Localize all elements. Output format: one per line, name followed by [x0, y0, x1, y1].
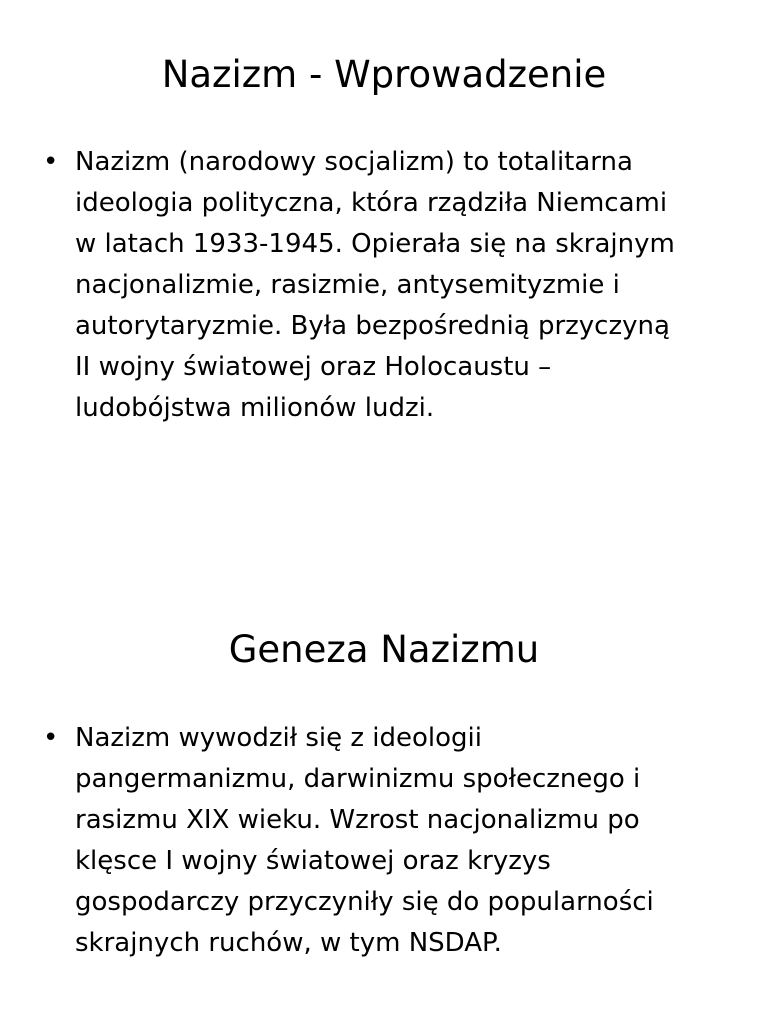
bullet-item	[40, 718, 740, 964]
bullet-text-line: rasizmu XIX wieku. Wzrost nacjonalizmu po	[75, 805, 640, 835]
slide-2	[0, 512, 768, 1024]
bullet-list	[40, 142, 740, 429]
bullet-text-line: II wojny światowej oraz Holocaustu –	[75, 352, 552, 382]
bullet-text-line: autorytaryzmie. Była bezpośrednią przyczyną	[75, 311, 670, 341]
bullet-text-line: Nazizm wywodził się z ideologii	[75, 723, 482, 753]
bullet-list	[40, 718, 740, 964]
bullet-text-line: nacjonalizmie, rasizmie, antysemityzmie i	[75, 270, 620, 300]
bullet-text-line: pangermanizmu, darwinizmu społecznego i	[75, 764, 641, 794]
bullet-text-line: Nazizm (narodowy socjalizm) to totalitarna	[75, 147, 633, 177]
bullet-point-icon: •	[43, 723, 59, 753]
bullet-text-line: ludobójstwa milionów ludzi.	[75, 393, 435, 423]
slide-title: Geneza Nazizmu	[228, 628, 540, 671]
bullet-text-line: gospodarczy przyczyniły się do popularności	[75, 887, 654, 917]
bullet-text-line: klęsce I wojny światowej oraz kryzys	[75, 846, 551, 876]
slide-title: Nazizm - Wprowadzenie	[161, 53, 607, 96]
bullet-text-line: ideologia polityczna, która rządziła Niemcami	[75, 188, 668, 218]
bullet-item	[40, 142, 740, 429]
bullet-point-icon: •	[43, 147, 59, 177]
bullet-text-line: w latach 1933-1945. Opierała się na skrajnym	[75, 229, 675, 259]
bullet-text-line: skrajnych ruchów, w tym NSDAP.	[75, 928, 502, 958]
